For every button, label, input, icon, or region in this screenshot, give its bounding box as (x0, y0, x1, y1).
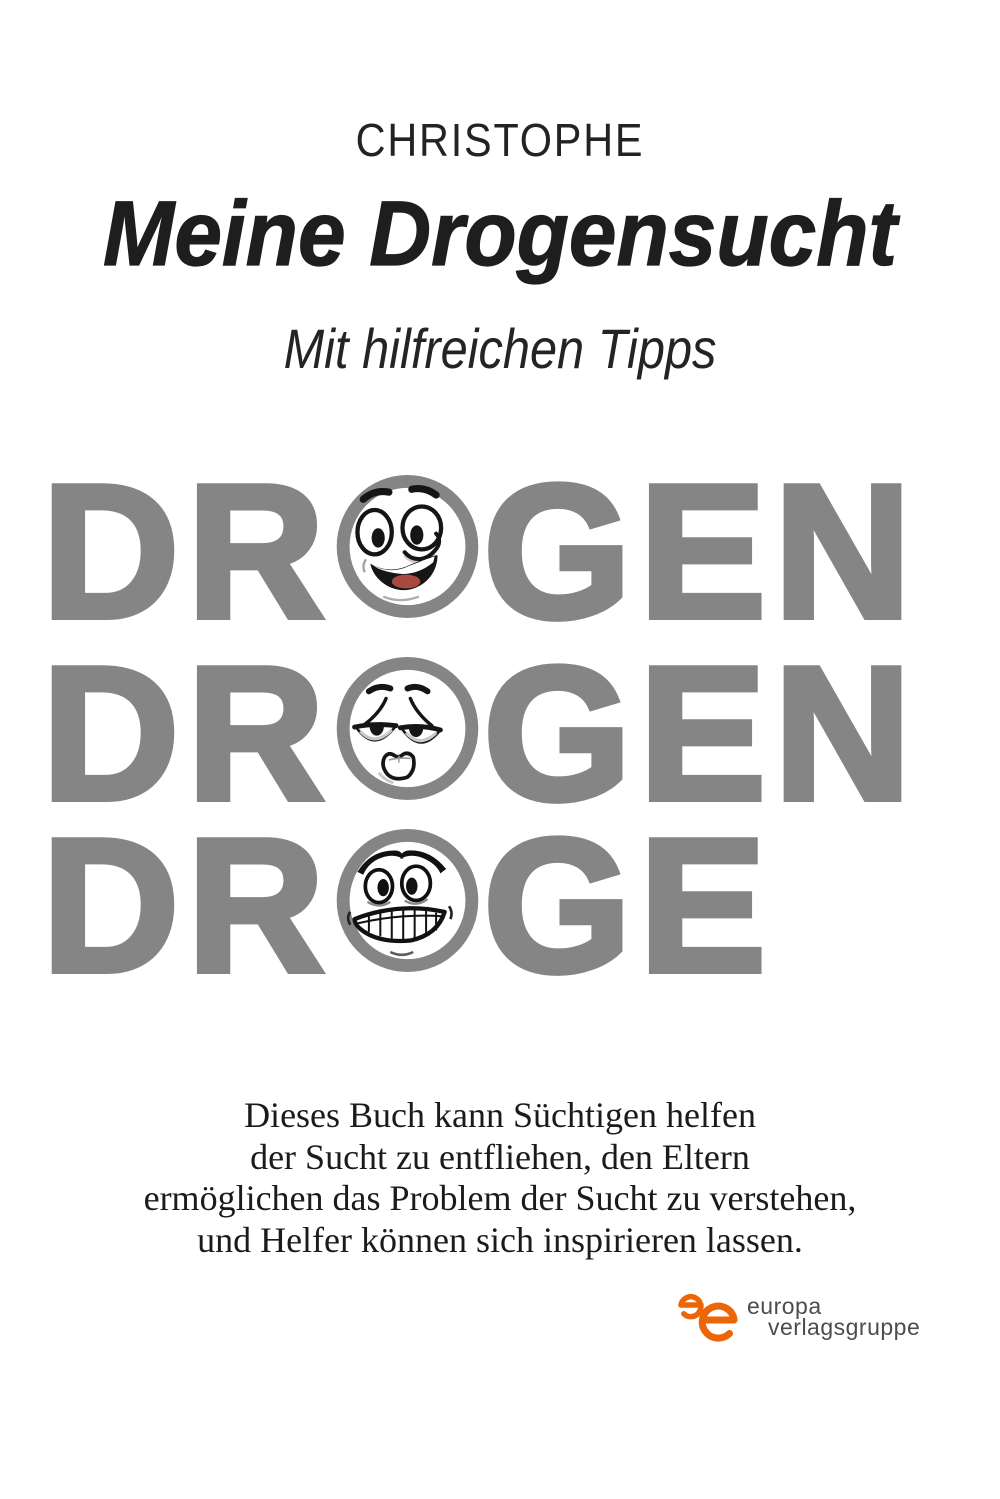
book-title: Meine Drogensucht (103, 183, 897, 285)
author-name: CHRISTOPHE (355, 114, 645, 166)
blurb-line: der Sucht zu entfliehen, den Eltern (250, 1136, 750, 1177)
blurb-line: Dieses Buch kann Süchtigen helfen (244, 1095, 756, 1135)
blurb-line: ermöglichen das Problem der Sucht zu verstehen, (143, 1178, 857, 1218)
word-letters: GEN (483, 446, 920, 658)
word-letters: GEN (483, 628, 920, 840)
happy-smiling-face-icon (336, 475, 479, 618)
weary-tired-face-icon (336, 657, 479, 800)
word-letters: DR (42, 628, 333, 840)
publisher-name-line1: europa (747, 1293, 822, 1319)
word-letters: DR (42, 800, 333, 1012)
publisher-name-line2: verlagsgruppe (768, 1314, 921, 1340)
book-subtitle: Mit hilfreichen Tipps (283, 317, 717, 380)
blurb (0, 1095, 1000, 1261)
word-letters: DR (42, 446, 333, 658)
europa-verlagsgruppe-ee-logo-icon (678, 1292, 740, 1346)
word-letters: GE (483, 800, 774, 1012)
word-row-drogen-1 (42, 446, 920, 658)
word-row-droge (42, 800, 774, 1012)
evil-grinning-face-icon (336, 829, 479, 972)
blurb-line: und Helfer können sich inspirieren lassen. (197, 1219, 803, 1260)
